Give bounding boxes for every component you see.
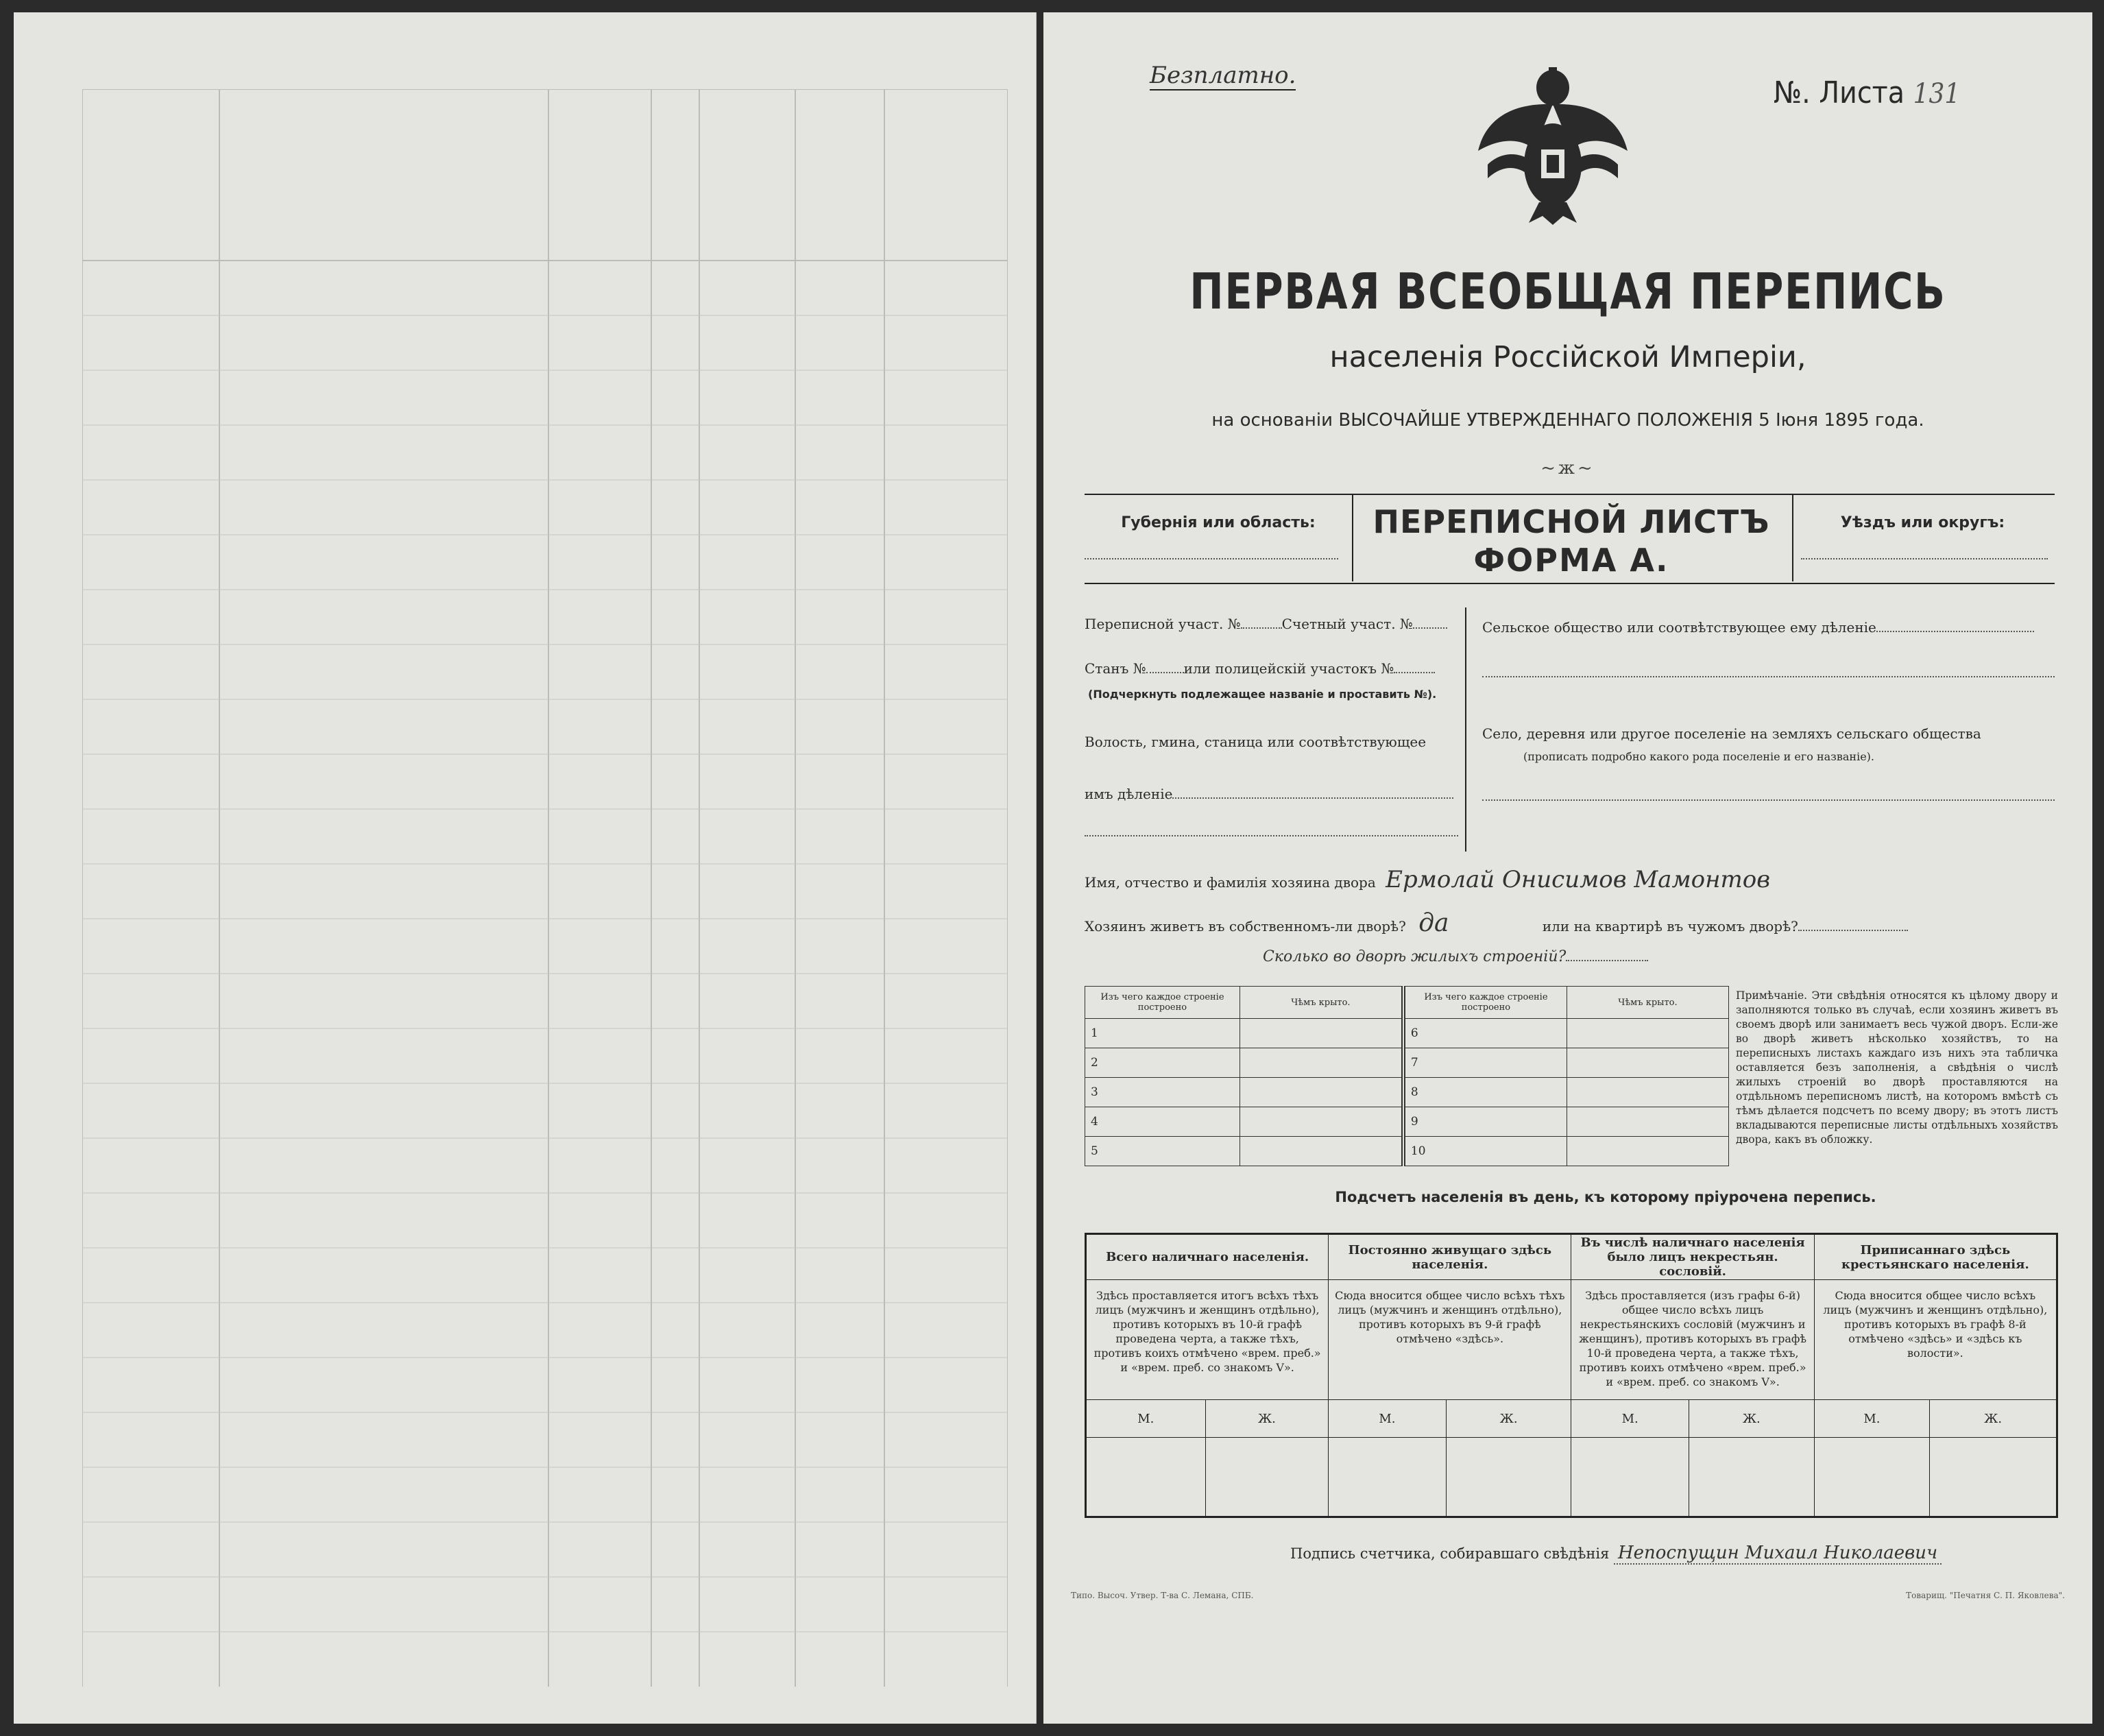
volost-field-line	[1085, 835, 1458, 836]
pop-col-total: Всего наличнаго населенія.	[1086, 1234, 1329, 1280]
pop-desc-registered-peasant: Сюда вносится общее число всѣхъ лицъ (мужчинъ и женщинъ отдѣльно), противъ которыхъ въ графѣ 8-й отмѣчено «здѣсь» и «здѣсь къ волости».	[1814, 1280, 2057, 1400]
printer-left: Типо. Высоч. Утвер. Т-ва С. Лемана, СПБ.	[1071, 1591, 1254, 1600]
lives-label: Хозяинъ живетъ въ собственномъ-ли дворѣ?	[1085, 918, 1406, 935]
table-row	[1085, 1107, 1729, 1137]
volost-label: Волость, гмина, станица или соотвѣтствующее	[1085, 734, 1427, 750]
volost-label-2: имъ дѣленіе	[1085, 786, 1173, 802]
buildings-col-material-left: Изъ чего каждое строеніе построено	[1085, 987, 1240, 1019]
row-number: 9	[1403, 1107, 1567, 1137]
census-section-field	[1085, 616, 1447, 632]
population-count-title: Подсчетъ населенія въ день, къ которому пріурочена перепись.	[1335, 1189, 1876, 1205]
row-number: 3	[1085, 1078, 1240, 1107]
signature-field	[1290, 1543, 1942, 1563]
male-column: М.	[1571, 1400, 1689, 1438]
faint-ledger-grid	[82, 89, 1008, 1687]
village-note: (прописать подробно какого рода поселеніе и его названіе).	[1523, 750, 1874, 763]
table-row	[1085, 1078, 1729, 1107]
row-number: 2	[1085, 1048, 1240, 1078]
pop-values-row	[1086, 1438, 2057, 1517]
uezd-label: Уѣздъ или округъ:	[1840, 514, 2005, 531]
village-label: Село, деревня или другое поселеніе на земляхъ сельскаго общества	[1482, 725, 1981, 742]
lives-value: да	[1418, 909, 1449, 937]
header-box-cells	[1085, 494, 2055, 581]
male-column: М.	[1814, 1400, 1929, 1438]
table-row	[1085, 1048, 1729, 1078]
census-section-label: Переписной участ. №	[1085, 616, 1241, 632]
society-field	[1482, 619, 2034, 636]
owner-field	[1085, 866, 1770, 893]
female-column: Ж.	[1930, 1400, 2057, 1438]
uezd-field	[1801, 558, 2048, 559]
owner-label: Имя, отчество и фамилія хозяина двора	[1085, 874, 1376, 891]
stan-label: Станъ №	[1085, 660, 1146, 677]
pop-desc-total: Здѣсь проставляется итогъ всѣхъ тѣхъ лицъ (мужчинъ и женщинъ отдѣльно), противъ которыхъ въ 10-й графѣ проведена черта, а также тѣхъ, противъ коихъ отмѣчено «врем. преб.» и «врем. преб. со знакомъ V».	[1086, 1280, 1329, 1400]
signature-label: Подпись счетчика, собиравшаго свѣдѣнія	[1290, 1545, 1610, 1562]
left-page	[14, 12, 1037, 1724]
counting-section-label: Счетный участ. №	[1281, 616, 1413, 632]
free-label: Безплатно.	[1150, 62, 1296, 89]
form-title: ПЕРВАЯ ВСЕОБЩАЯ ПЕРЕПИСЬ	[1189, 263, 1946, 320]
buildings-col-material-right: Изъ чего каждое строеніе построено	[1403, 987, 1567, 1019]
female-column: Ж.	[1446, 1400, 1571, 1438]
pop-col-non-peasant: Въ числѣ наличнаго населенія было лицъ некрестьян. сословій.	[1571, 1234, 1814, 1280]
sheet-number-value: 131	[1913, 78, 1961, 110]
sheet-number	[1774, 75, 1960, 110]
gubernia-field	[1085, 558, 1338, 559]
form-type-letter: ФОРМА А.	[1473, 542, 1669, 579]
sheet-number-label: №. Листа	[1774, 75, 1905, 110]
pop-desc-non-peasant: Здѣсь проставляется (изъ графы 6-й) общее число всѣхъ лицъ некрестьянскихъ сословій (мужчинъ и женщинъ), противъ которыхъ въ графѣ 10-й проведена черта, а также тѣхъ, противъ коихъ отмѣчено «врем. преб.» и «врем. преб. со знакомъ V».	[1571, 1280, 1814, 1400]
row-number: 10	[1403, 1137, 1567, 1166]
row-number: 7	[1403, 1048, 1567, 1078]
ornament-divider: ~ж~	[1540, 458, 1595, 479]
pop-desc-permanent: Сюда вносится общее число всѣхъ тѣхъ лицъ (мужчинъ и женщинъ отдѣльно), противъ которыхъ въ 9-й графѣ отмѣчено «здѣсь».	[1329, 1280, 1571, 1400]
society-label: Сельское общество или соотвѣтствующее ему дѣленіе	[1482, 619, 1876, 636]
ledger-lines	[82, 89, 1008, 1687]
female-column: Ж.	[1689, 1400, 1814, 1438]
buildings-table	[1085, 986, 1729, 1166]
table-row	[1085, 1019, 1729, 1048]
stan-field	[1085, 660, 1435, 677]
buildings-note: Примѣчаніе. Эти свѣдѣнія относятся къ цѣлому двору и заполняются только въ случаѣ, если хозяинъ живетъ въ своемъ дворѣ или занимаетъ весь чужой дворъ. Если-же во дворѣ живетъ нѣсколько хозяйствъ, то на переписныхъ листахъ каждаго изъ нихъ эта табличка оставляется безъ заполненія, а свѣдѣнія о числѣ жилыхъ строеній во дворѣ проставляются на отдѣльномъ переписномъ листѣ, на которомъ вмѣстѣ съ тѣмъ дѣлается подсчетъ по всему двору; въ этотъ листъ вкладываются переписные листы отдѣльныхъ хозяйствъ двора, какъ въ обложку.	[1736, 989, 2058, 1146]
row-number: 1	[1085, 1019, 1240, 1048]
buildings-question-text: Сколько во дворѣ жилыхъ строеній?	[1263, 948, 1567, 965]
printer-right: Товарищ. "Печатня С. П. Яковлева".	[1906, 1591, 2065, 1600]
table-row	[1085, 1137, 1729, 1166]
police-section-label: или полицейскій участокъ №	[1183, 660, 1394, 677]
form-type-title: ПЕРЕПИСНОЙ ЛИСТЪ	[1373, 503, 1770, 540]
buildings-col-roof-right: Чѣмъ крыто.	[1567, 987, 1728, 1019]
pop-col-permanent: Постоянно живущаго здѣсь населенія.	[1329, 1234, 1571, 1280]
village-field-line	[1482, 799, 2055, 801]
buildings-col-roof-left: Чѣмъ крыто.	[1240, 987, 1403, 1019]
female-column: Ж.	[1205, 1400, 1329, 1438]
gubernia-label: Губернія или область:	[1121, 514, 1316, 531]
society-field-line	[1482, 676, 2055, 677]
form-subtitle: населенія Россійской Имперіи,	[1329, 340, 1806, 374]
census-form-page	[1043, 12, 2092, 1724]
row-number: 6	[1403, 1019, 1567, 1048]
lives-field	[1085, 909, 1908, 937]
fields-divider	[1465, 607, 1466, 852]
owner-value: Ермолай Онисимов Мамонтов	[1386, 866, 1771, 893]
male-column: М.	[1329, 1400, 1446, 1438]
volost-field	[1085, 786, 1453, 802]
pop-col-registered-peasant: Приписаннаго здѣсь крестьянскаго населенія.	[1814, 1234, 2057, 1280]
male-column: М.	[1086, 1400, 1206, 1438]
double-headed-eagle-emblem	[1474, 62, 1632, 226]
buildings-question	[1263, 948, 1648, 965]
form-basis: на основаніи ВЫСОЧАЙШЕ УТВЕРЖДЕННАГО ПОЛОЖЕНІЯ 5 Іюня 1895 года.	[1211, 410, 1924, 431]
row-number: 5	[1085, 1137, 1240, 1166]
population-table	[1085, 1233, 2058, 1518]
row-number: 4	[1085, 1107, 1240, 1137]
signature-value: Непоспущин Михаил Николаевич	[1614, 1543, 1942, 1565]
underline-note: (Подчеркнуть подлежащее названіе и проставить №).	[1088, 688, 1437, 701]
lives-alt-label: или на квартирѣ въ чужомъ дворѣ?	[1542, 918, 1798, 935]
row-number: 8	[1403, 1078, 1567, 1107]
